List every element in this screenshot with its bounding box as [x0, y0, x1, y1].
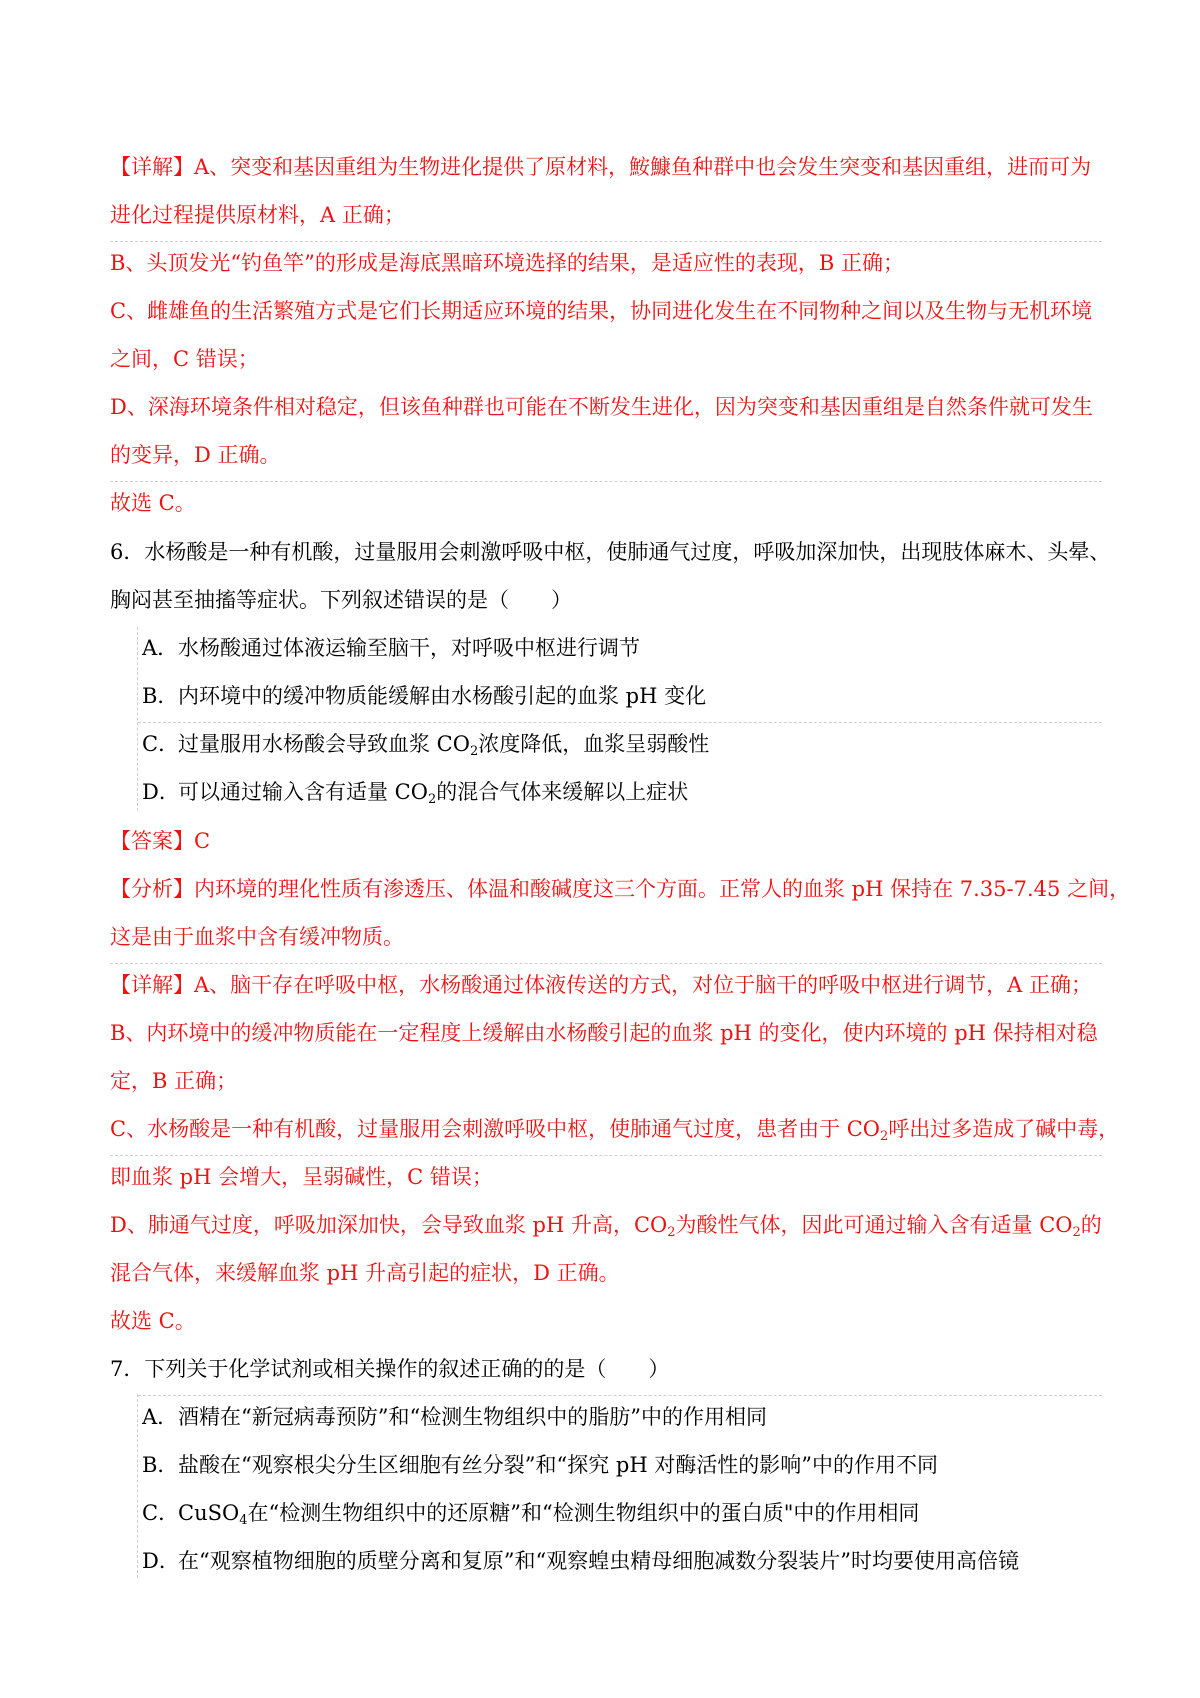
q5-option-c-explanation-1: C、雌雄鱼的生活繁殖方式是它们长期适应环境的结果，协同进化发生在不同物种之间以及生物与无机环境 [110, 299, 1093, 323]
q7-option-c: C．CuSO$_4$在“检测生物组织中的还原糖”和“检测生物组织中的蛋白质"中的作用相同 [142, 1501, 920, 1528]
q6-detail-b-1: B、内环境中的缓冲物质能在一定程度上缓解由水杨酸引起的血浆 pH 的变化，使内环境的 pH 保持相对稳 [110, 1021, 1098, 1045]
q7-option-d: D．在“观察植物细胞的质壁分离和复原”和“观察蝗虫精母细胞减数分裂装片”时均要使用高倍镜 [142, 1549, 1019, 1573]
q7-option-a: A．酒精在“新冠病毒预防”和“检测生物组织中的脂肪”中的作用相同 [142, 1405, 767, 1429]
q6-detail-b-2: 定，B 正确； [110, 1069, 238, 1093]
q5-detail-line-2: 进化过程提供原材料，A 正确； [110, 203, 405, 227]
q5-detail-line-1: 【详解】A、突变和基因重组为生物进化提供了原材料，鮟鱇鱼种群中也会发生突变和基因重组，进而可为 [110, 155, 1092, 179]
q5-option-c-explanation-2: 之间，C 错误； [110, 347, 259, 371]
q6-analysis-line-2: 这是由于血浆中含有缓冲物质。 [110, 925, 404, 949]
divider [110, 481, 1102, 482]
q6-option-c: C．过量服用水杨酸会导致血浆 $CO_2$浓度降低，血浆呈弱酸性 [142, 732, 710, 759]
q6-detail-a: 【详解】A、脑干存在呼吸中枢，水杨酸通过体液传送的方式，对位于脑干的呼吸中枢进行调节，A 正确； [110, 973, 1093, 997]
divider [110, 241, 1102, 242]
divider [138, 722, 1102, 723]
q6-option-b: B．内环境中的缓冲物质能缓解由水杨酸引起的血浆 pH 变化 [142, 684, 707, 708]
option-guide [137, 1394, 138, 1578]
q6-detail-d-2: 混合气体，来缓解血浆 pH 升高引起的症状，D 正确。 [110, 1261, 620, 1285]
q5-option-d-explanation-1: D、深海环境条件相对稳定，但该鱼种群也可能在不断发生进化，因为突变和基因重组是自然条件就可发生 [110, 395, 1093, 419]
q6-option-d: D．可以通过输入含有适量 $CO_2$的混合气体来缓解以上症状 [142, 780, 689, 807]
divider [138, 1395, 1102, 1396]
q6-option-a: A．水杨酸通过体液运输至脑干，对呼吸中枢进行调节 [142, 636, 640, 660]
q7-stem: 7．下列关于化学试剂或相关操作的叙述正确的的是（ ） [110, 1357, 670, 1381]
q6-stem-line-2: 胸闷甚至抽搐等症状。下列叙述错误的是（ ） [110, 588, 572, 612]
divider [110, 1155, 1102, 1156]
q5-choose: 故选 C。 [110, 491, 196, 515]
q5-option-d-explanation-2: 的变异，D 正确。 [110, 443, 281, 467]
q6-detail-d-1: D、肺通气过度，呼吸加深加快，会导致血浆 pH 升高，$CO_2$为酸性气体，因此可通过输入含有适量 $CO_2$的 [110, 1213, 1102, 1240]
q6-stem-line-1: 6．水杨酸是一种有机酸，过量服用会刺激呼吸中枢，使肺通气过度，呼吸加深加快，出现肢体麻木、头晕、 [110, 540, 1111, 564]
q5-option-b-explanation: B、头顶发光“钓鱼竿”的形成是海底黑暗环境选择的结果，是适应性的表现，B 正确； [110, 251, 905, 275]
q6-detail-c-1: C、水杨酸是一种有机酸，过量服用会刺激呼吸中枢，使肺通气过度，患者由于 $CO_2$呼出过多造成了碱中毒， [110, 1117, 1120, 1144]
divider [110, 963, 1102, 964]
option-guide [137, 627, 138, 811]
q7-option-b: B．盐酸在“观察根尖分生区细胞有丝分裂”和“探究 pH 对酶活性的影响”中的作用不同 [142, 1453, 939, 1477]
q6-analysis-line-1: 【分析】内环境的理化性质有渗透压、体温和酸碱度这三个方面。正常人的血浆 pH 保持在 7.35-7.45 之间， [110, 877, 1131, 901]
q6-detail-c-2: 即血浆 pH 会增大，呈弱碱性，C 错误； [110, 1165, 493, 1189]
q6-choose: 故选 C。 [110, 1309, 196, 1333]
q6-answer: 【答案】C [110, 829, 211, 853]
